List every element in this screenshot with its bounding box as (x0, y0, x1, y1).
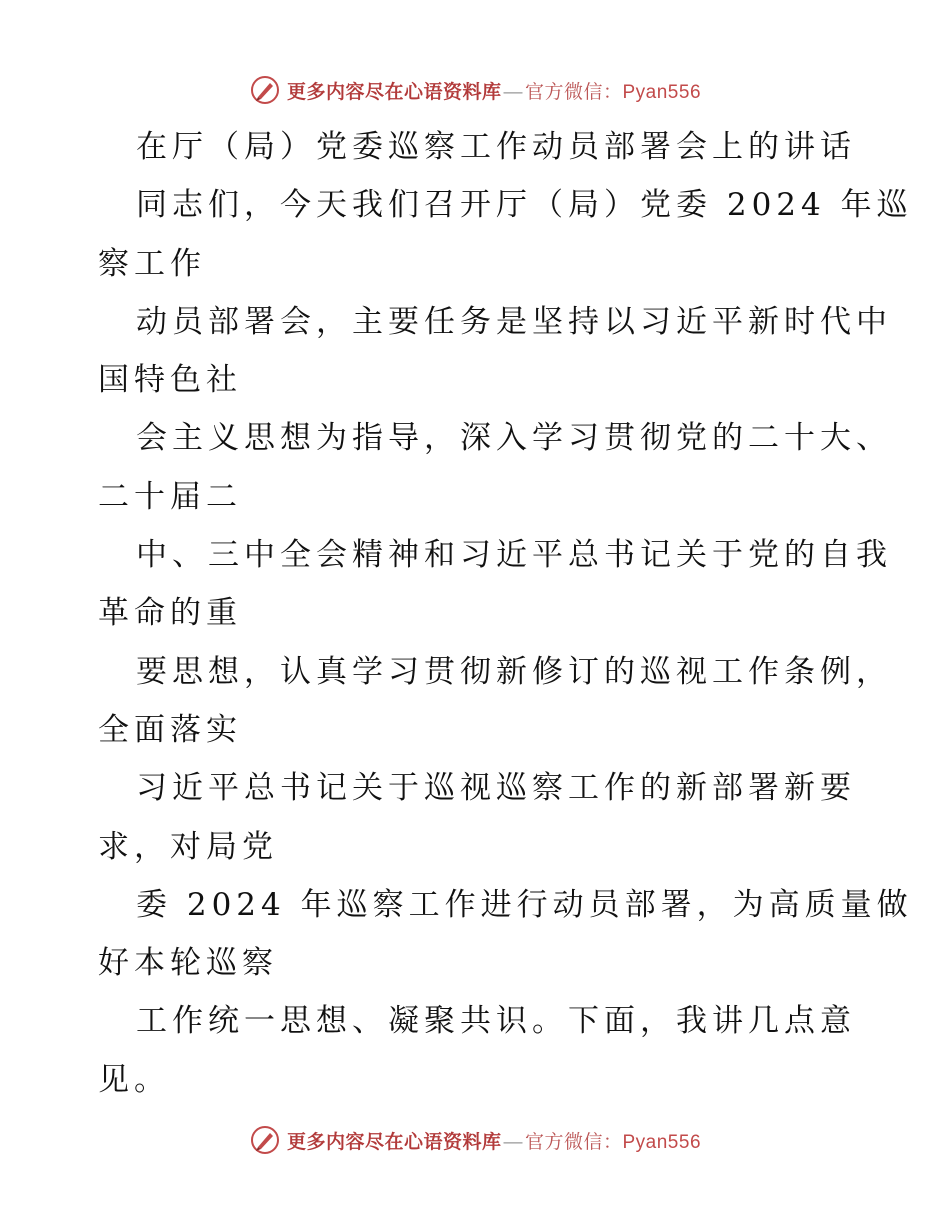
document-line: 要思想，认真学习贯彻新修订的巡视工作条例， (136, 653, 892, 690)
document-line: 国特色社 (98, 362, 242, 399)
document-line: 会主义思想为指导，深入学习贯彻党的二十大、 (136, 420, 892, 457)
header-watermark-banner (0, 70, 950, 110)
watermark-handle: Pyan556 (622, 81, 702, 103)
document-line: 中、三中全会精神和习近平总书记关于党的自我 (136, 537, 892, 574)
document-line: 察工作 (98, 245, 206, 282)
watermark-library: 更多内容尽在心语资料库 (286, 1131, 502, 1153)
document-line: 委 2024 年巡察工作进行动员部署，为高质量做 (136, 886, 913, 923)
footer-watermark-banner (0, 1120, 950, 1160)
watermark-text (287, 1127, 701, 1154)
document-line: 革命的重 (98, 595, 242, 632)
watermark-library: 更多内容尽在心语资料库 (286, 81, 502, 103)
document-line: 习近平总书记关于巡视巡察工作的新部署新要 (136, 770, 856, 807)
document-line: 好本轮巡察 (98, 945, 278, 982)
watermark-wechat-label: 官方微信： (524, 81, 623, 103)
document-line: 工作统一思想、凝聚共识。下面，我讲几点意 (136, 1003, 856, 1040)
document-body (98, 118, 913, 1109)
watermark-dash: — (503, 1131, 523, 1153)
document-line: 全面落实 (98, 711, 242, 748)
pen-nib-logo-icon (249, 74, 281, 106)
pen-nib-logo-icon (249, 1124, 281, 1156)
document-line: 见。 (98, 1061, 170, 1098)
watermark-text (287, 77, 701, 104)
watermark-wechat-label: 官方微信： (524, 1131, 623, 1153)
document-line: 求，对局党 (98, 828, 278, 865)
document-line: 动员部署会，主要任务是坚持以习近平新时代中 (136, 303, 892, 340)
watermark-handle: Pyan556 (622, 1131, 702, 1153)
document-line: 二十届二 (98, 478, 242, 515)
watermark-dash: — (503, 81, 523, 103)
document-title: 在厅（局）党委巡察工作动员部署会上的讲话 (136, 129, 856, 165)
document-line: 同志们，今天我们召开厅（局）党委 2024 年巡 (136, 187, 913, 224)
